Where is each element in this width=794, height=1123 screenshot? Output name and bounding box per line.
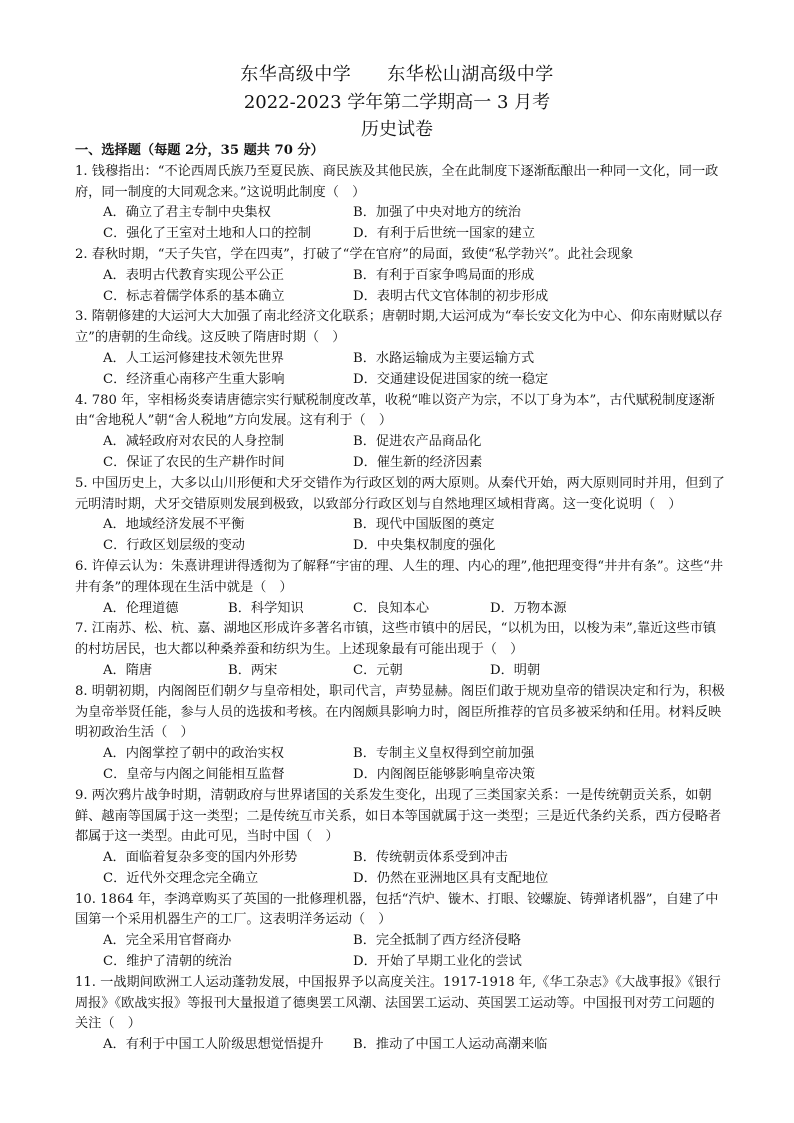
option-list <box>75 1035 725 1056</box>
option-b: B．专制主义皇权得到空前加强 <box>353 746 535 762</box>
option-list <box>75 203 725 245</box>
option-a: A．确立了君主专制中央集权 <box>103 205 271 221</box>
school-name-2: 东华松山湖高级中学 <box>387 64 554 85</box>
exam-content <box>75 141 725 1056</box>
option-list <box>75 661 725 682</box>
exam-subject: 历史试卷 <box>361 119 433 140</box>
question-stem: 8. 明朝初期，内阁阁臣们朝夕与皇帝相处，职司代言，声势显赫。阁臣们敢于规劝皇帝的错误决定和行为，积极为皇帝举贤任能，参与人员的选拔和考核。在内阁颇具影响力时，阁臣所推荐的官员多被采纳和任用。材料反映明初政治生活（ ） <box>75 683 725 741</box>
question-7 <box>75 619 725 681</box>
option-list <box>75 599 725 620</box>
option-c: C．标志着儒学体系的基本确立 <box>103 288 285 304</box>
question-9 <box>75 786 725 890</box>
option-b: B．科学知识 <box>228 600 304 616</box>
question-stem: 1. 钱穆指出：“不论西周氏族乃至夏民族、商民族及其他民族，全在此制度下逐渐酝酿出一种同一文化，同一政府，同一制度的大同观念来。”这说明此制度（ ） <box>75 163 719 200</box>
option-d: D．催生新的经济因素 <box>353 454 483 470</box>
question-11 <box>75 973 725 1056</box>
option-c: C．经济重心南移产生重大影响 <box>103 371 285 387</box>
question-4 <box>75 391 725 474</box>
option-c: C．强化了王室对土地和人口的控制 <box>103 226 311 242</box>
option-list <box>75 432 725 474</box>
option-a: A．有利于中国工人阶级思想觉悟提升 <box>103 1037 324 1053</box>
question-stem: 4. 780 年，宰相杨炎奏请唐德宗实行赋税制度改革，收税“唯以资产为宗，不以丁身为本”，古代赋税制度逐渐由“舍地税人”朝“舍人税地”方向发展。这有利于（ ） <box>75 392 715 429</box>
option-d: D．有利于后世统一国家的建立 <box>353 226 536 242</box>
option-b: B．推动了中国工人运动高潮来临 <box>353 1037 548 1053</box>
option-d: D．万物本源 <box>490 600 567 616</box>
option-a: A．完全采用官督商办 <box>103 933 232 949</box>
question-6 <box>75 557 725 619</box>
question-stem: 11. 一战期间欧洲工人运动蓬勃发展，中国报界予以高度关注。1917-1918 年,《华工杂志》《大战事报》《银行周报》《欧战实报》等报刊大量报道了德奥罢工风潮、法国罢工运动、英国罢工运动等。中国报刊对劳工问题的关注（ ） <box>75 974 721 1032</box>
question-stem: 10. 1864 年，李鸿章购买了英国的一批修理机器，包括“汽炉、镟木、打眼、铰螺旋、铸弹诸机器”，自建了中国第一个采用机器生产的工厂。这表明洋务运动（ ） <box>75 891 719 928</box>
option-a: A．面临着复杂多变的国内外形势 <box>103 850 298 866</box>
school-name-1: 东华高级中学 <box>240 64 352 85</box>
question-stem: 5. 中国历史上，大多以山川形便和犬牙交错作为行政区划的两大原则。从秦代开始，两大原则同时并用，但到了元明清时期，犬牙交错原则发展到极致，以致部分行政区划与自然地理区域相背离。这一变化说明（ ） <box>75 475 725 512</box>
question-stem: 6. 许倬云认为：朱熹讲理讲得透彻为了解释“宇宙的理、人生的理、内心的理”,他把理变得“井井有条”。这些“井井有条”的理体现在生活中就是（ ） <box>75 558 724 595</box>
option-list <box>75 349 725 391</box>
option-a: A．伦理道德 <box>103 600 179 616</box>
option-c: C．保证了农民的生产耕作时间 <box>103 454 285 470</box>
option-d: D．明朝 <box>490 662 541 678</box>
school-names <box>0 60 794 86</box>
question-3 <box>75 307 725 390</box>
question-stem: 9. 两次鸦片战争时期，清朝政府与世界诸国的关系发生变化，出现了三类国家关系：一是传统朝贡关系，如朝鲜、越南等国属于这一类型；二是传统互市关系，如日本等国就属于这一类型；三是近代条约关系，西方侵略者都属于这一类型。由此可见，当时中国（ ） <box>75 787 722 845</box>
question-stem: 3. 隋朝修建的大运河大大加强了南北经济文化联系；唐朝时期,大运河成为“奉长安文化为中心、仰东南财赋以存立”的唐朝的生命线。这反映了隋唐时期（ ） <box>75 309 723 346</box>
option-b: B．现代中国版图的奠定 <box>353 517 495 533</box>
option-c: C．皇帝与内阁之间能相互监督 <box>103 766 285 782</box>
option-c: C．良知本心 <box>353 600 430 616</box>
option-a: A．表明古代教育实现公平公正 <box>103 267 284 283</box>
option-d: D．表明古代文官体制的初步形成 <box>353 288 549 304</box>
question-8 <box>75 682 725 786</box>
option-d: D．开始了早期工业化的尝试 <box>353 954 522 970</box>
option-b: B．完全抵制了西方经济侵略 <box>353 933 521 949</box>
option-a: A．地域经济发展不平衡 <box>103 517 245 533</box>
option-c: C．元朝 <box>353 662 403 678</box>
option-d: D．交通建设促进国家的统一稳定 <box>353 371 549 387</box>
option-a: A．减轻政府对农民的人身控制 <box>103 434 284 450</box>
option-b: B．有利于百家争鸣局面的形成 <box>353 267 535 283</box>
option-a: A．内阁掌控了朝中的政治实权 <box>103 746 284 762</box>
section-heading: 一、选择题（每题 2分，35 题共 70 分） <box>75 143 324 158</box>
option-list <box>75 848 725 890</box>
option-c: C．行政区划层级的变动 <box>103 538 245 554</box>
option-b: B．两宋 <box>228 662 278 678</box>
option-a: A．隋唐 <box>103 662 153 678</box>
option-list <box>75 266 725 308</box>
option-d: D．仍然在亚洲地区具有支配地位 <box>353 870 549 886</box>
option-list <box>75 515 725 557</box>
option-list <box>75 931 725 973</box>
option-c: C．维护了清朝的统治 <box>103 954 232 970</box>
question-stem: 7. 江南苏、松、杭、嘉、湖地区形成许多著名市镇，这些市镇中的居民，“以机为田，以梭为耒”,靠近这些市镇的村坊居民，也大都以种桑养蚕和纺织为生。上述现象最有可能出现于（ ） <box>75 621 717 658</box>
option-d: D．中央集权制度的强化 <box>353 538 496 554</box>
question-2 <box>75 245 725 307</box>
option-list <box>75 744 725 786</box>
option-b: B．水路运输成为主要运输方式 <box>353 350 535 366</box>
exam-term: 2022-2023 学年第二学期高一 3 月考 <box>243 92 551 113</box>
question-stem: 2. 春秋时期，“天子失官，学在四夷”，打破了“学在官府”的局面，致使“私学勃兴”。此社会现象 <box>75 246 634 262</box>
option-b: B．加强了中央对地方的统治 <box>353 205 521 221</box>
option-b: B．传统朝贡体系受到冲击 <box>353 850 508 866</box>
option-d: D．内阁阁臣能够影响皇帝决策 <box>353 766 536 782</box>
question-10 <box>75 890 725 973</box>
question-1 <box>75 162 725 245</box>
question-5 <box>75 474 725 557</box>
option-a: A．人工运河修建技术领先世界 <box>103 350 284 366</box>
option-c: C．近代外交理念完全确立 <box>103 870 259 886</box>
option-b: B．促进农产品商品化 <box>353 434 482 450</box>
